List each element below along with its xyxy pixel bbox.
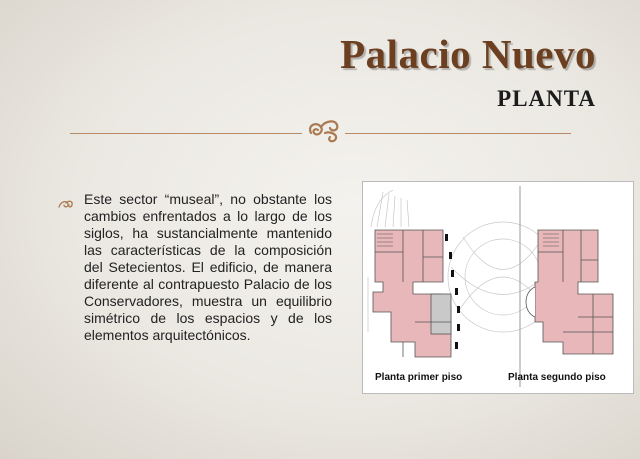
decorative-flourish-icon bbox=[305, 115, 345, 145]
caption-second-floor: Planta segundo piso bbox=[508, 372, 606, 383]
divider-line-right bbox=[345, 133, 571, 134]
leaf-bullet-icon bbox=[58, 198, 74, 210]
floor-plan-drawing bbox=[363, 182, 633, 393]
slide-subtitle: PLANTA bbox=[497, 86, 596, 111]
divider-line-left bbox=[70, 133, 302, 134]
slide-title: Palacio Nuevo bbox=[340, 31, 596, 77]
body-paragraph: Este sector “museal”, no obstante los cambios enfrentados a lo largo de los siglos, ha sustancialmente mantenido las características de la composición del Setecientos. El edificio, de manera diferente al contrapuesto Palacio de los Conservadores, muestra un equilibrio simétrico de los espacios y de los elementos arquitectónicos. bbox=[84, 191, 332, 343]
caption-first-floor: Planta primer piso bbox=[375, 372, 463, 383]
floor-plan-figure bbox=[362, 181, 634, 394]
